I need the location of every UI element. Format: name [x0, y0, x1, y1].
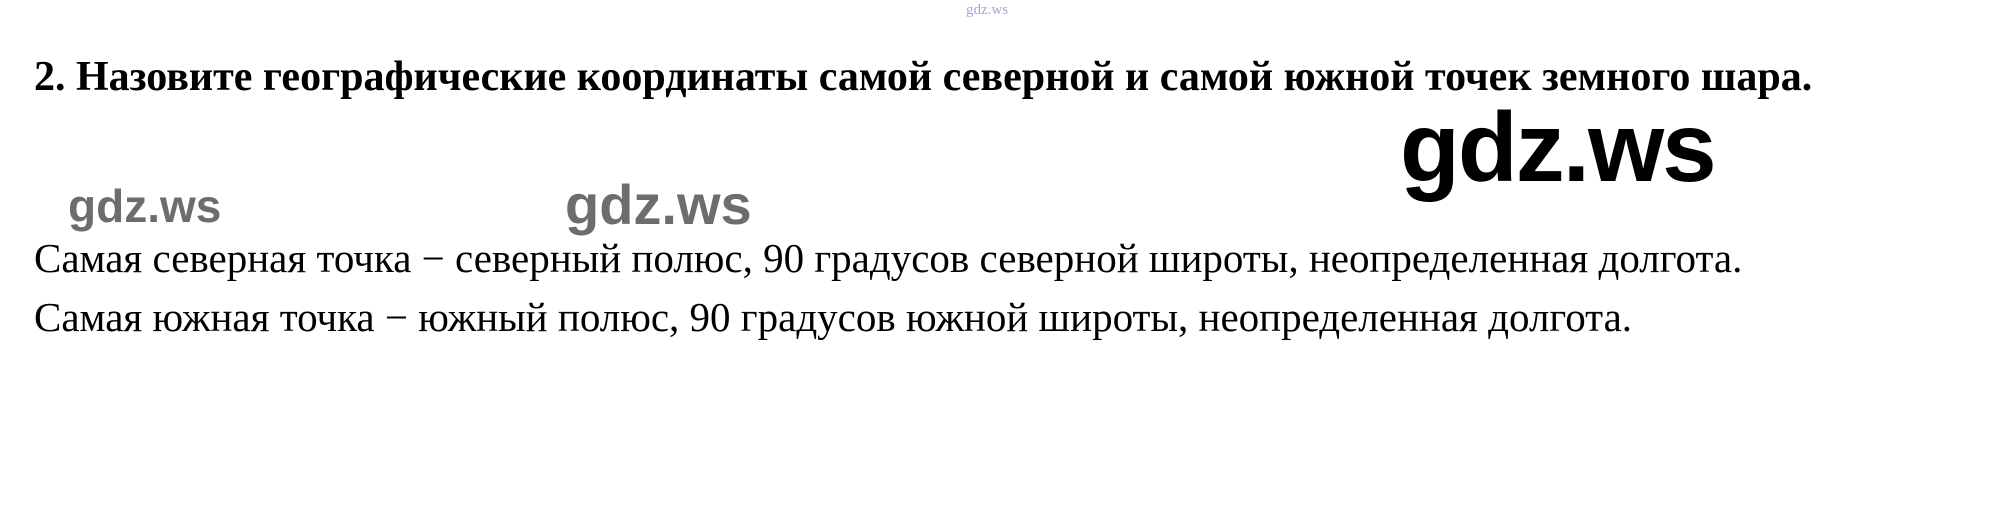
question-text: Назовите географические координаты самой северной и самой южной точек земного шара. — [76, 54, 1813, 100]
question-number: 2. — [34, 54, 66, 100]
answer-body — [34, 232, 1894, 351]
watermark-big: gdz.ws — [1400, 92, 1715, 202]
watermark-grey-mid: gdz.ws — [565, 173, 752, 236]
answer-paragraph: Самая южная точка − южный полюс, 90 градусов южной широты, неопределенная долгота. — [34, 294, 1633, 341]
watermark-top-small: gdz.ws — [966, 2, 1009, 18]
watermark-grey-left: gdz.ws — [68, 180, 222, 232]
answer-paragraph: Самая северная точка − северный полюс, 90 градусов северной широты, неопределенная долгота. — [34, 235, 1743, 281]
